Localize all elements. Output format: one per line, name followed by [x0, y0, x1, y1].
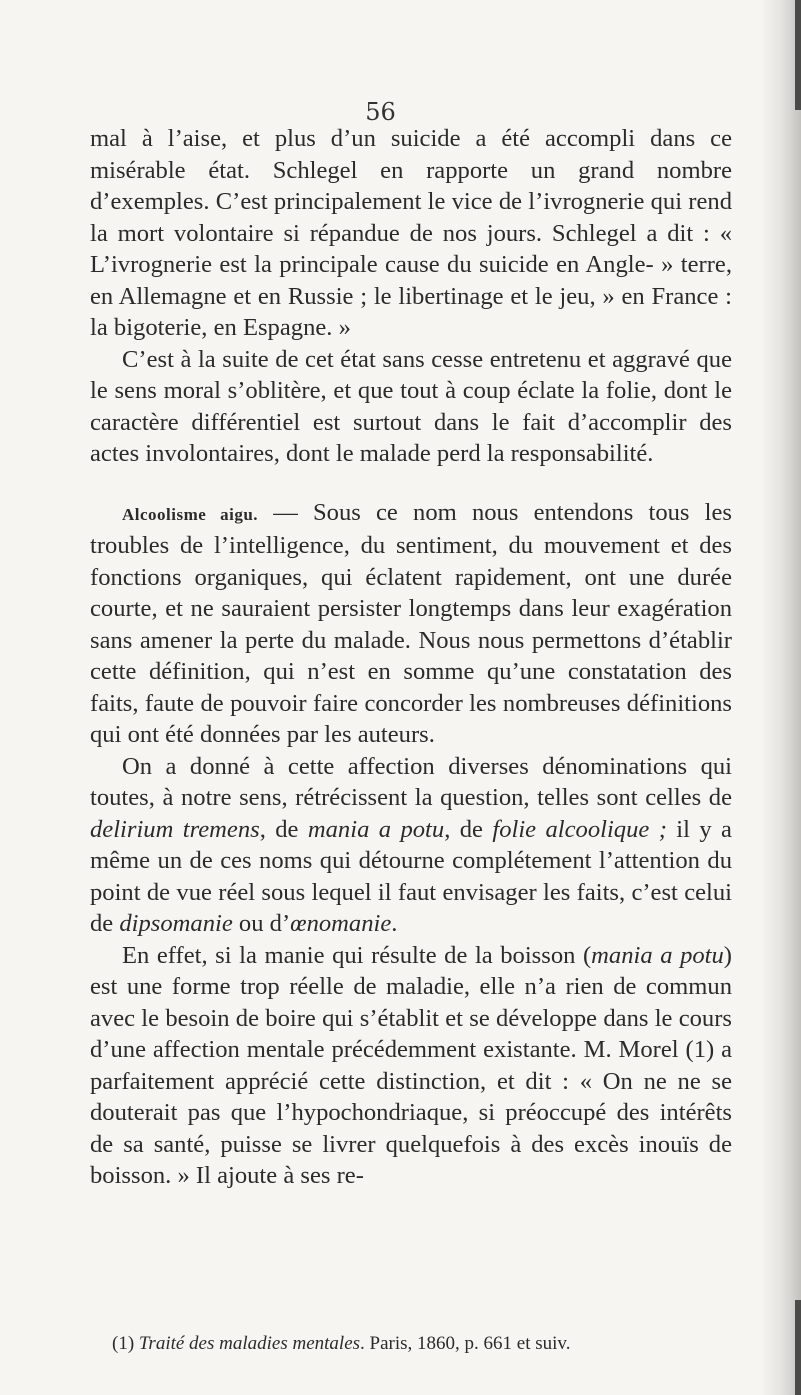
footnote [112, 1333, 732, 1355]
term-oenomanie: œnomanie [290, 910, 392, 937]
paragraph-4 [90, 751, 732, 940]
page-number: 56 [365, 98, 396, 126]
section-heading: Alcoolisme aigu. [122, 504, 259, 524]
p4-text-c: , de [444, 815, 493, 843]
term-dipsomanie: dipsomanie [119, 910, 233, 937]
p4-text-f: . [391, 910, 398, 937]
paragraph-3-text: — Sous ce nom nous entendons tous les troubles de l’intelligence, du sentiment, du mouvement et des fonctions organiques, qui éclatent rapidement, ont une durée courte, et ne sauraient persister longtemps dans leur exagération sans amener la perte du malade. Nous nous permettons d’établir cette définition, qui n’est en somme qu’une constatation des faits, faute de pouvoir faire concorder les nombreuses définitions qui ont été données par les auteurs. [90, 498, 732, 748]
term-folie-alcoolique: folie alcoolique ; [492, 815, 667, 843]
p4-text-a: On a donné à cette affection diverses dénominations qui toutes, à notre sens, rétrécissent la question, telles sont celles de [90, 752, 732, 811]
p5-text-b: ) est une forme trop réelle de maladie, elle n’a rien de commun avec le besoin de boire qui s’établit et se développe dans le cours d’une affection mentale précédemment existante. M. Morel (1) a parfaitement apprécié cette distinction, et dit : « On ne ne se douterait pas que l’hypochondriaque, si préoccupé des intérêts de sa santé, puisse se livrer quelquefois à des excès inouïs de boisson. » Il ajoute à ses re- [90, 941, 732, 1189]
footnote-marker: (1) [112, 1333, 135, 1354]
footnote-rest: . Paris, 1860, p. 661 et suiv. [360, 1333, 571, 1354]
term-mania-a-potu: mania a potu [307, 815, 445, 843]
binding-edge-top [795, 0, 801, 110]
paragraph-2: C’est à la suite de cet état sans cesse entretenu et aggravé que le sens moral s’oblitère, et que tout à coup éclate la folie, dont le caractère différentiel est surtout dans le fait d’accomplir des actes involontaires, dont le malade perd la responsabilité. [90, 345, 732, 467]
term-delirium-tremens: delirium tremens [90, 815, 260, 843]
p4-text-b: , de [259, 815, 308, 843]
footnote-title: Traité des maladies mentales [138, 1333, 361, 1354]
body-text [90, 123, 732, 1192]
paragraph-5 [90, 940, 732, 1192]
paragraph-3 [90, 497, 732, 751]
p4-text-d: il y a même un de ces noms qui détourne complétement l’attention du point de vue réel sous lequel il faut envisager les faits, c’est celui de [90, 815, 732, 937]
p4-text-e: ou d’ [232, 910, 291, 937]
term-mania-a-potu-2: mania a potu [591, 941, 724, 969]
paragraph-1: mal à l’aise, et plus d’un suicide a été accompli dans ce misérable état. Schlegel en rapporte un grand nombre d’exemples. C’est principalement le vice de l’ivrognerie qui rend la mort volontaire si répandue de nos jours. Schlegel a dit : « L’ivrognerie est la principale cause du suicide en Angle- » terre, en Allemagne et en Russie ; le libertinage et le jeu, » en France : la bigoterie, en Espagne. » [90, 125, 732, 341]
page-gutter-shadow [763, 0, 801, 1395]
p5-text-a: En effet, si la manie qui résulte de la boisson ( [122, 941, 592, 969]
binding-edge-bottom [795, 1300, 801, 1395]
